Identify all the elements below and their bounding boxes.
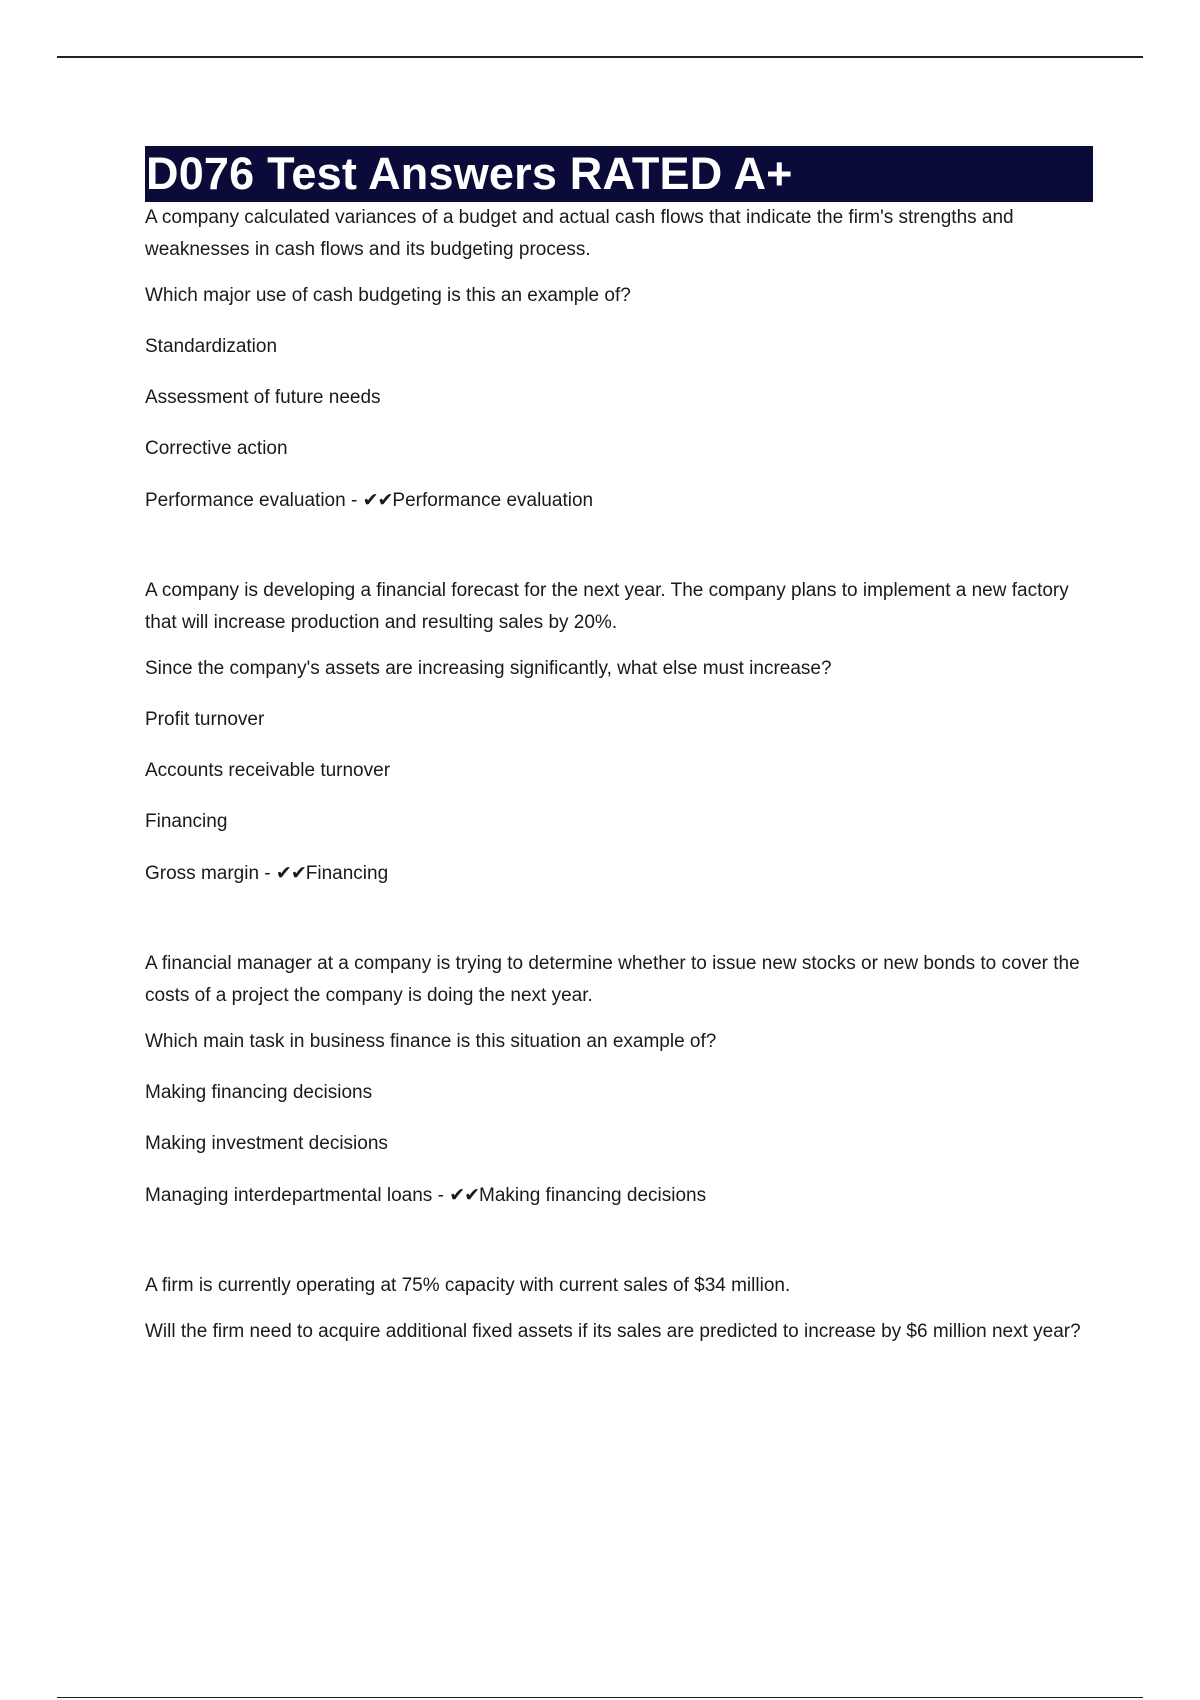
double-check-icon: ✔✔	[275, 862, 306, 884]
question-spacer	[145, 1212, 1093, 1270]
answer-option: Standardization	[145, 336, 278, 357]
correct-answer: Financing	[305, 863, 389, 884]
question-prompt: Since the company's assets are increasing significantly, what else must increase?	[145, 658, 832, 679]
header-rule	[57, 56, 1143, 58]
answer-option: Financing	[145, 811, 228, 832]
question-stem: A firm is currently operating at 75% capacity with current sales of $34 million.	[145, 1275, 791, 1296]
question-stem: A company calculated variances of a budget and actual cash flows that indicate the firm's strengths and weaknesses in cash flows and its budgeting process.	[145, 207, 1014, 260]
question-spacer	[145, 890, 1093, 948]
answer-option: Corrective action	[145, 438, 288, 459]
answer-option-with-key: Performance evaluation - ✔✔Performance evaluation	[145, 489, 594, 511]
question-spacer	[145, 517, 1093, 575]
question-stem: A financial manager at a company is trying to determine whether to issue new stocks or new bonds to cover the costs of a project the company is doing the next year.	[145, 953, 1080, 1006]
double-check-icon: ✔✔	[449, 1184, 480, 1206]
answer-option: Profit turnover	[145, 709, 265, 730]
answer-option: Making financing decisions	[145, 1082, 373, 1103]
answer-option-with-key: Managing interdepartmental loans - ✔✔Making financing decisions	[145, 1184, 707, 1206]
question-prompt: Will the firm need to acquire additional fixed assets if its sales are predicted to increase by $6 million next year?	[145, 1321, 1081, 1342]
correct-answer: Performance evaluation	[392, 490, 594, 511]
question-prompt: Which main task in business finance is this situation an example of?	[145, 1031, 717, 1052]
question-prompt: Which major use of cash budgeting is this an example of?	[145, 285, 631, 306]
answer-option-label: Performance evaluation	[145, 490, 346, 511]
document-body	[145, 146, 1093, 1367]
answer-option-label: Gross margin	[145, 863, 260, 884]
question-4	[145, 1270, 1093, 1348]
question-2	[145, 575, 1093, 890]
answer-option-with-key: Gross margin - ✔✔Financing	[145, 862, 389, 884]
correct-answer: Making financing decisions	[479, 1185, 707, 1206]
footer-rule	[57, 1697, 1143, 1698]
question-stem: A company is developing a financial forecast for the next year. The company plans to implement a new factory that will increase production and resulting sales by 20%.	[145, 580, 1069, 633]
question-1	[145, 202, 1093, 517]
answer-option: Accounts receivable turnover	[145, 760, 391, 781]
answer-option: Making investment decisions	[145, 1133, 388, 1154]
answer-option: Assessment of future needs	[145, 387, 381, 408]
document-title: D076 Test Answers RATED A+	[145, 146, 1093, 202]
double-check-icon: ✔✔	[362, 489, 393, 511]
question-3	[145, 948, 1093, 1212]
answer-option-label: Managing interdepartmental loans	[145, 1185, 433, 1206]
